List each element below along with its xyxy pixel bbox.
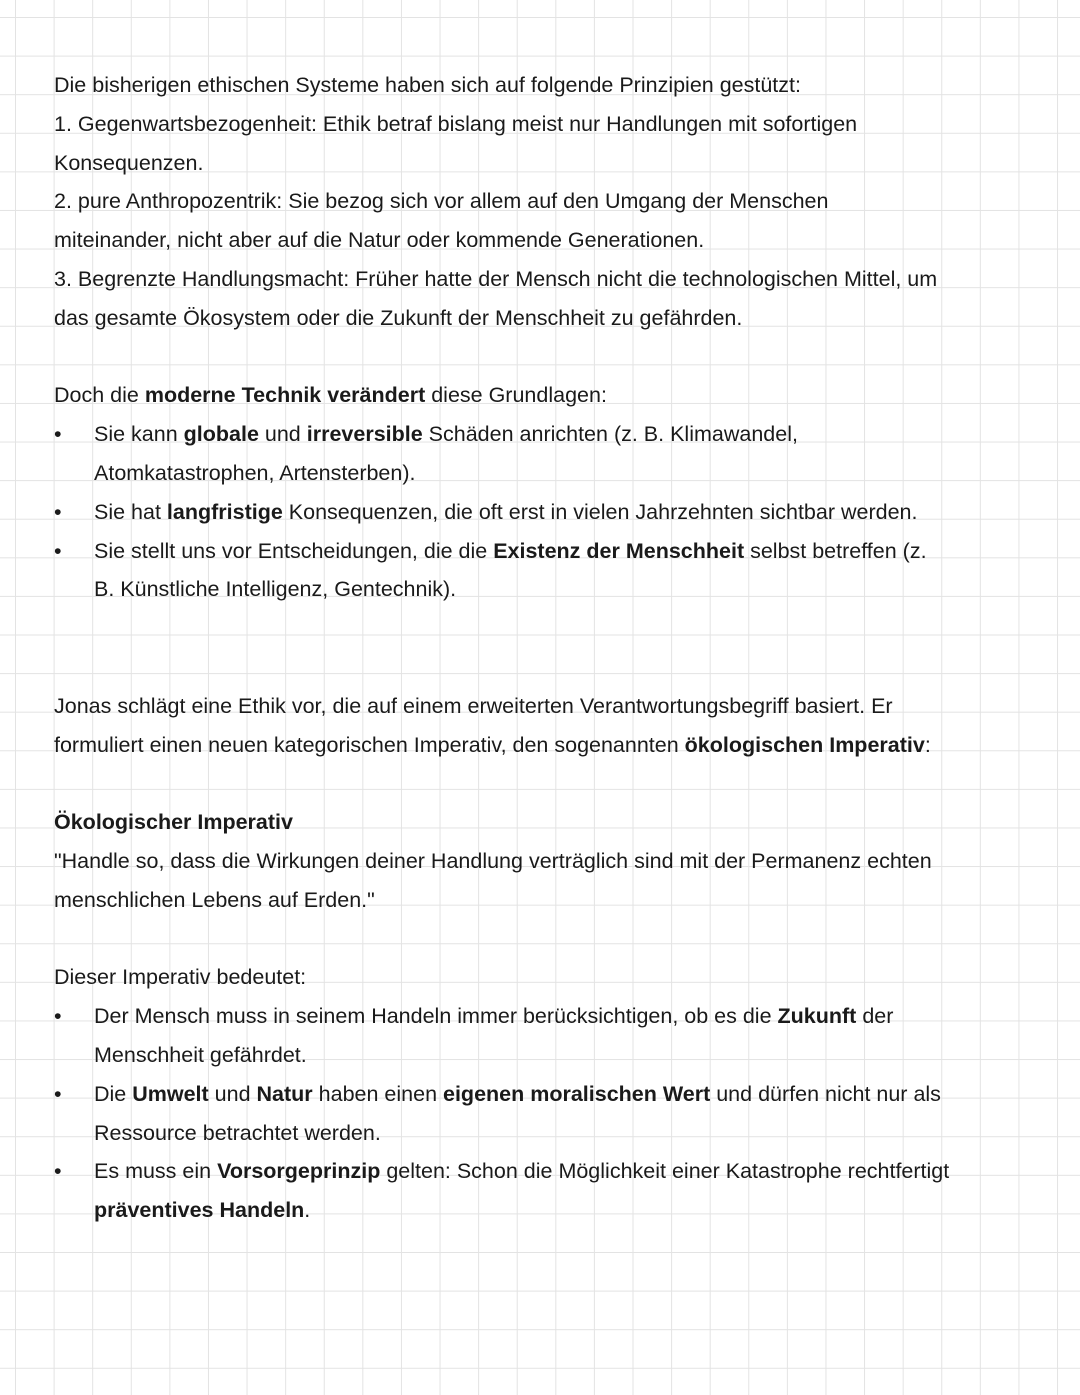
- jonas-line-1: Jonas schlägt eine Ethik vor, die auf einem erweiterten Verantwortungsbegriff basiert. Er: [54, 693, 893, 718]
- bullet-icon: •: [54, 1081, 62, 1106]
- jonas-line-2: formuliert einen neuen kategorischen Imperativ, den sogenannten ökologischen Imperativ:: [54, 732, 931, 757]
- spacer: [54, 920, 1044, 959]
- bullet-icon: •: [54, 499, 62, 524]
- principle-3-line-2: das gesamte Ökosystem oder die Zukunft der Menschheit zu gefährden.: [54, 305, 743, 330]
- bedeutung-lead: Dieser Imperativ bedeutet:: [54, 965, 307, 990]
- list-item-bedeutung-3: • Es muss ein Vorsorgeprinzip gelten: Schon die Möglichkeit einer Katastrophe rechtfertigt präventives Handeln.: [54, 1152, 1044, 1230]
- intro-lead: Die bisherigen ethischen Systeme haben sich auf folgende Prinzipien gestützt:: [54, 73, 801, 97]
- bullet-icon: •: [54, 538, 62, 563]
- principle-1-line-1: 1. Gegenwartsbezogenheit: Ethik betraf bislang meist nur Handlungen mit sofortigen: [54, 111, 858, 136]
- principle-2-line-2: miteinander, nicht aber auf die Natur oder kommende Generationen.: [54, 228, 705, 253]
- technik-lead: Doch die moderne Technik verändert diese Grundlagen:: [54, 383, 607, 408]
- bullet-icon: •: [54, 1004, 62, 1029]
- imperativ-quote-line-2: menschlichen Lebens auf Erden.": [54, 887, 375, 912]
- list-item-bedeutung-2: • Die Umwelt und Natur haben einen eigenen moralischen Wert und dürfen nicht nur als Ressource betrachtet werden.: [54, 1075, 1044, 1153]
- bullet-icon: •: [54, 1159, 62, 1184]
- spacer: [54, 338, 1044, 377]
- list-item-technik-2: • Sie hat langfristige Konsequenzen, die oft erst in vielen Jahrzehnten sichtbar werden.: [54, 493, 1044, 532]
- principle-1-line-2: Konsequenzen.: [54, 150, 204, 175]
- bullet-icon: •: [54, 422, 62, 447]
- principle-3-line-1: 3. Begrenzte Handlungsmacht: Früher hatte der Mensch nicht die technologischen Mittel, um: [54, 266, 938, 291]
- principle-2-line-1: 2. pure Anthropozentrik: Sie bezog sich vor allem auf den Umgang der Menschen: [54, 189, 829, 214]
- imperativ-heading: Ökologischer Imperativ: [54, 810, 293, 835]
- list-item-bedeutung-1: • Der Mensch muss in seinem Handeln immer berücksichtigen, ob es die Zukunft der Menschheit gefährdet.: [54, 997, 1044, 1075]
- list-item-technik-3: • Sie stellt uns vor Entscheidungen, die die Existenz der Menschheit selbst betreffen (z. B. Künstliche Intelligenz, Gentechnik).: [54, 532, 1044, 610]
- spacer: [54, 764, 1044, 803]
- list-item-technik-1: • Sie kann globale und irreversible Schäden anrichten (z. B. Klimawandel, Atomkatastrophen, Artensterben).: [54, 415, 1044, 493]
- imperativ-quote-line-1: "Handle so, dass die Wirkungen deiner Handlung verträglich sind mit der Permanenz echten: [54, 848, 932, 873]
- document-page: [54, 66, 1044, 1230]
- spacer: [54, 609, 1044, 687]
